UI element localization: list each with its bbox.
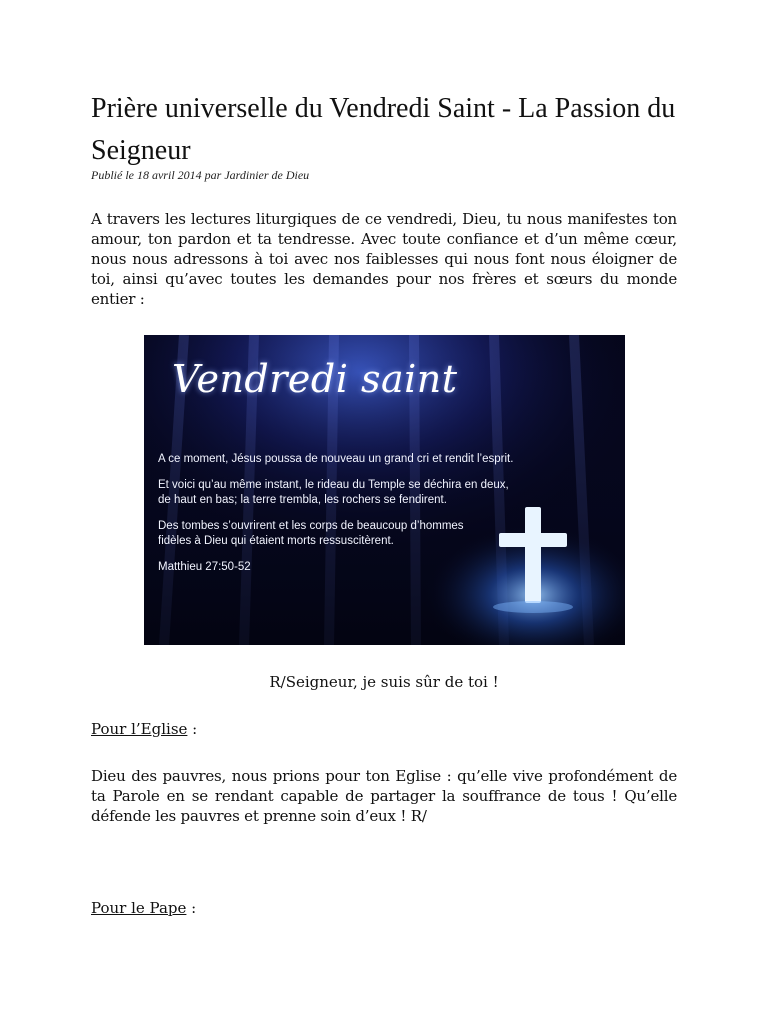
- section-heading-eglise: [91, 719, 197, 739]
- refrain: R/Seigneur, je suis sûr de toi !: [269, 673, 499, 691]
- page-title: Prière universelle du Vendredi Saint - La Passion du Seigneur: [91, 93, 676, 166]
- image-title: Vendredi saint: [172, 357, 458, 401]
- section-heading-pape: [91, 898, 196, 918]
- prayer-paragraph-eglise: Dieu des pauvres, nous prions pour ton Eglise : qu’elle vive profondément de ta Parole en se rendant capable de partager la souffrance de tous ! Qu’elle défende les pauvres et prenne soin d’eux ! R/: [91, 767, 677, 825]
- section-heading-suffix: :: [187, 720, 198, 738]
- section-heading-label: Pour l’Eglise: [91, 720, 188, 738]
- scripture-line: fidèles à Dieu qui étaient morts ressuscitèrent.: [158, 535, 394, 547]
- scripture-reference: Matthieu 27:50-52: [158, 561, 251, 573]
- scripture-line: Et voici qu’au même instant, le rideau du Temple se déchira en deux,: [158, 479, 509, 491]
- scripture-line: Des tombes s’ouvrirent et les corps de beaucoup d’hommes: [158, 520, 464, 532]
- intro-paragraph: A travers les lectures liturgiques de ce vendredi, Dieu, tu nous manifestes ton amour, ton pardon et ta tendresse. Avec toute confiance et d’un même cœur, nous nous adressons à toi avec nos faiblesses qui nous font nous éloigner de toi, ainsi qu’avec toutes les demandes pour nos frères et sœurs du monde entier :: [91, 210, 677, 308]
- scripture-line: de haut en bas; la terre trembla, les rochers se fendirent.: [158, 494, 447, 506]
- section-heading-suffix: :: [186, 899, 197, 917]
- section-heading-label: Pour le Pape: [91, 899, 187, 917]
- scripture-line: A ce moment, Jésus poussa de nouveau un grand cri et rendit l’esprit.: [158, 453, 514, 465]
- vendredi-saint-image: [144, 335, 625, 645]
- post-byline: Publié le 18 avril 2014 par Jardinier de Dieu: [91, 168, 310, 182]
